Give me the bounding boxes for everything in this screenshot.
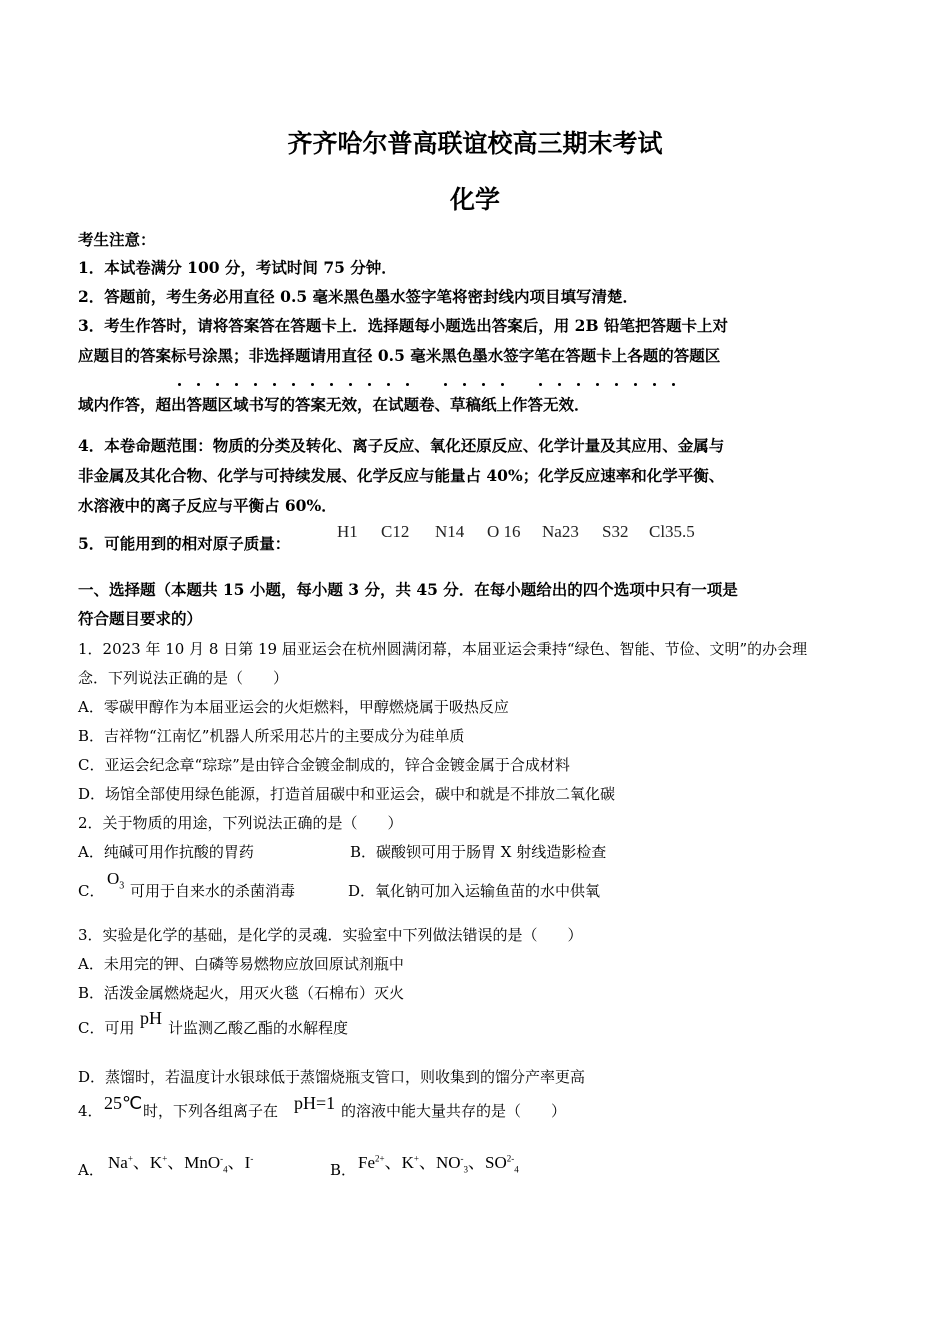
atomic-mass-o: O 16: [487, 522, 521, 541]
notice-item-3-line-1: 3．考生作答时，请将答案答在答题卡上．选择题每小题选出答案后，用 2B 铅笔把答题卡上对: [78, 316, 728, 335]
q4-option-a-label: A．: [78, 1161, 104, 1179]
q3-option-a: A．未用完的钾、白磷等易燃物应放回原试剂瓶中: [78, 955, 404, 973]
notice-item-4-line-3: 水溶液中的离子反应与平衡占 60%．: [78, 496, 337, 515]
q1-option-d: D．场馆全部使用绿色能源，打造首届碳中和亚运会，碳中和就是不排放二氧化碳: [78, 785, 616, 803]
atomic-mass-na: Na23: [542, 522, 579, 541]
notice-item-4-line-2: 非金属及其化合物、化学与可持续发展、化学反应与能量占 40%；化学反应速率和化学平衡、: [78, 466, 725, 485]
exam-title: 齐齐哈尔普高联谊校高三期末考试: [287, 129, 663, 158]
emphasis-dots: [178, 383, 698, 389]
q1-stem-line-2: 念．下列说法正确的是（ ）: [78, 669, 289, 687]
q3-option-c-label: C．可用: [78, 1019, 135, 1037]
section-1-heading-line-1: 一、选择题（本题共 15 小题，每小题 3 分，共 45 分．在每小题给出的四个选项中只有一项是: [78, 580, 738, 599]
notice-item-3-line-2: 应题目的答案标号涂黑；非选择题请用直径 0.5 毫米黑色墨水签字笔在答题卡上各题的答题区: [78, 346, 721, 365]
q3-option-c-formula: pH: [140, 1008, 162, 1028]
notice-item-2: 2．答题前，考生务必用直径 0.5 毫米黑色墨水签字笔将密封线内项目填写清楚．: [78, 287, 639, 306]
section-1-heading-line-2: 符合题目要求的）: [78, 609, 203, 628]
q1-option-c: C．亚运会纪念章“琮琮”是由锌合金镀金制成的，锌合金镀金属于合成材料: [78, 756, 570, 774]
notice-item-3-line-3: 域内作答，超出答题区域书写的答案无效，在试题卷、草稿纸上作答无效．: [78, 395, 590, 414]
q4-option-a-ions: Na+、K+、MnO-$_4$、I-: [108, 1153, 254, 1175]
q2-option-d: D．氧化钠可加入运输鱼苗的水中供氧: [348, 882, 601, 900]
q3-option-b: B．活泼金属燃烧起火，用灭火毯（石棉布）灭火: [78, 984, 405, 1002]
q1-option-a: A．零碳甲醇作为本届亚运会的火炬燃料，甲醇燃烧属于吸热反应: [78, 698, 509, 716]
atomic-mass-cl: Cl35.5: [649, 522, 695, 541]
q2-option-b: B．碳酸钡可用于肠胃 X 射线造影检查: [350, 843, 607, 861]
atomic-mass-n: N14: [435, 522, 465, 541]
q4-temperature: 25℃: [104, 1093, 143, 1113]
q2-option-a: A．纯碱可用作抗酸的胃药: [78, 843, 254, 861]
q3-stem: 3．实验是化学的基础，是化学的灵魂．实验室中下列做法错误的是（ ）: [78, 926, 583, 944]
atomic-mass-s: S32: [602, 522, 629, 541]
subject-title: 化学: [449, 185, 500, 214]
q2-option-c-text: 可用于自来水的杀菌消毒: [130, 882, 296, 900]
q2-stem: 2．关于物质的用途，下列说法正确的是（ ）: [78, 814, 403, 832]
q2-option-c-label: C．: [78, 882, 105, 900]
q1-stem-line-1: 1．2023 年 10 月 8 日第 19 届亚运会在杭州圆满闭幕，本届亚运会秉持“绿色、智能、节俭、文明”的办会理: [78, 640, 808, 658]
q4-stem-mid: 时，下列各组离子在: [143, 1102, 279, 1120]
notice-item-1: 1．本试卷满分 100 分，考试时间 75 分钟．: [78, 258, 397, 277]
q4-option-b-label: B．: [330, 1161, 357, 1179]
q4-ph: pH=1: [294, 1093, 336, 1113]
q4-stem-end: 的溶液中能大量共存的是（ ）: [341, 1102, 567, 1120]
q4-option-b-ions: $Fe^{2+}$、K+、$NO^-_3$、$SO^{2-}_4$: [358, 1153, 519, 1175]
q2-option-c-formula: $O_3$: [107, 869, 125, 892]
atomic-mass-h: H1: [337, 522, 358, 541]
q1-option-b: B．吉祥物“江南忆”机器人所采用芯片的主要成分为硅单质: [78, 727, 465, 745]
q3-option-d: D．蒸馏时，若温度计水银球低于蒸馏烧瓶支管口，则收集到的馏分产率更高: [78, 1068, 586, 1086]
atomic-mass-c: C12: [381, 522, 410, 541]
notice-item-5-label: 5．可能用到的相对原子质量：: [78, 534, 291, 553]
notice-heading: 考生注意：: [78, 230, 156, 249]
notice-item-4-line-1: 4．本卷命题范围：物质的分类及转化、离子反应、氧化还原反应、化学计量及其应用、金属与: [78, 436, 725, 455]
q4-stem-label: 4．: [78, 1102, 103, 1120]
q3-option-c-text: 计监测乙酸乙酯的水解程度: [168, 1019, 349, 1037]
